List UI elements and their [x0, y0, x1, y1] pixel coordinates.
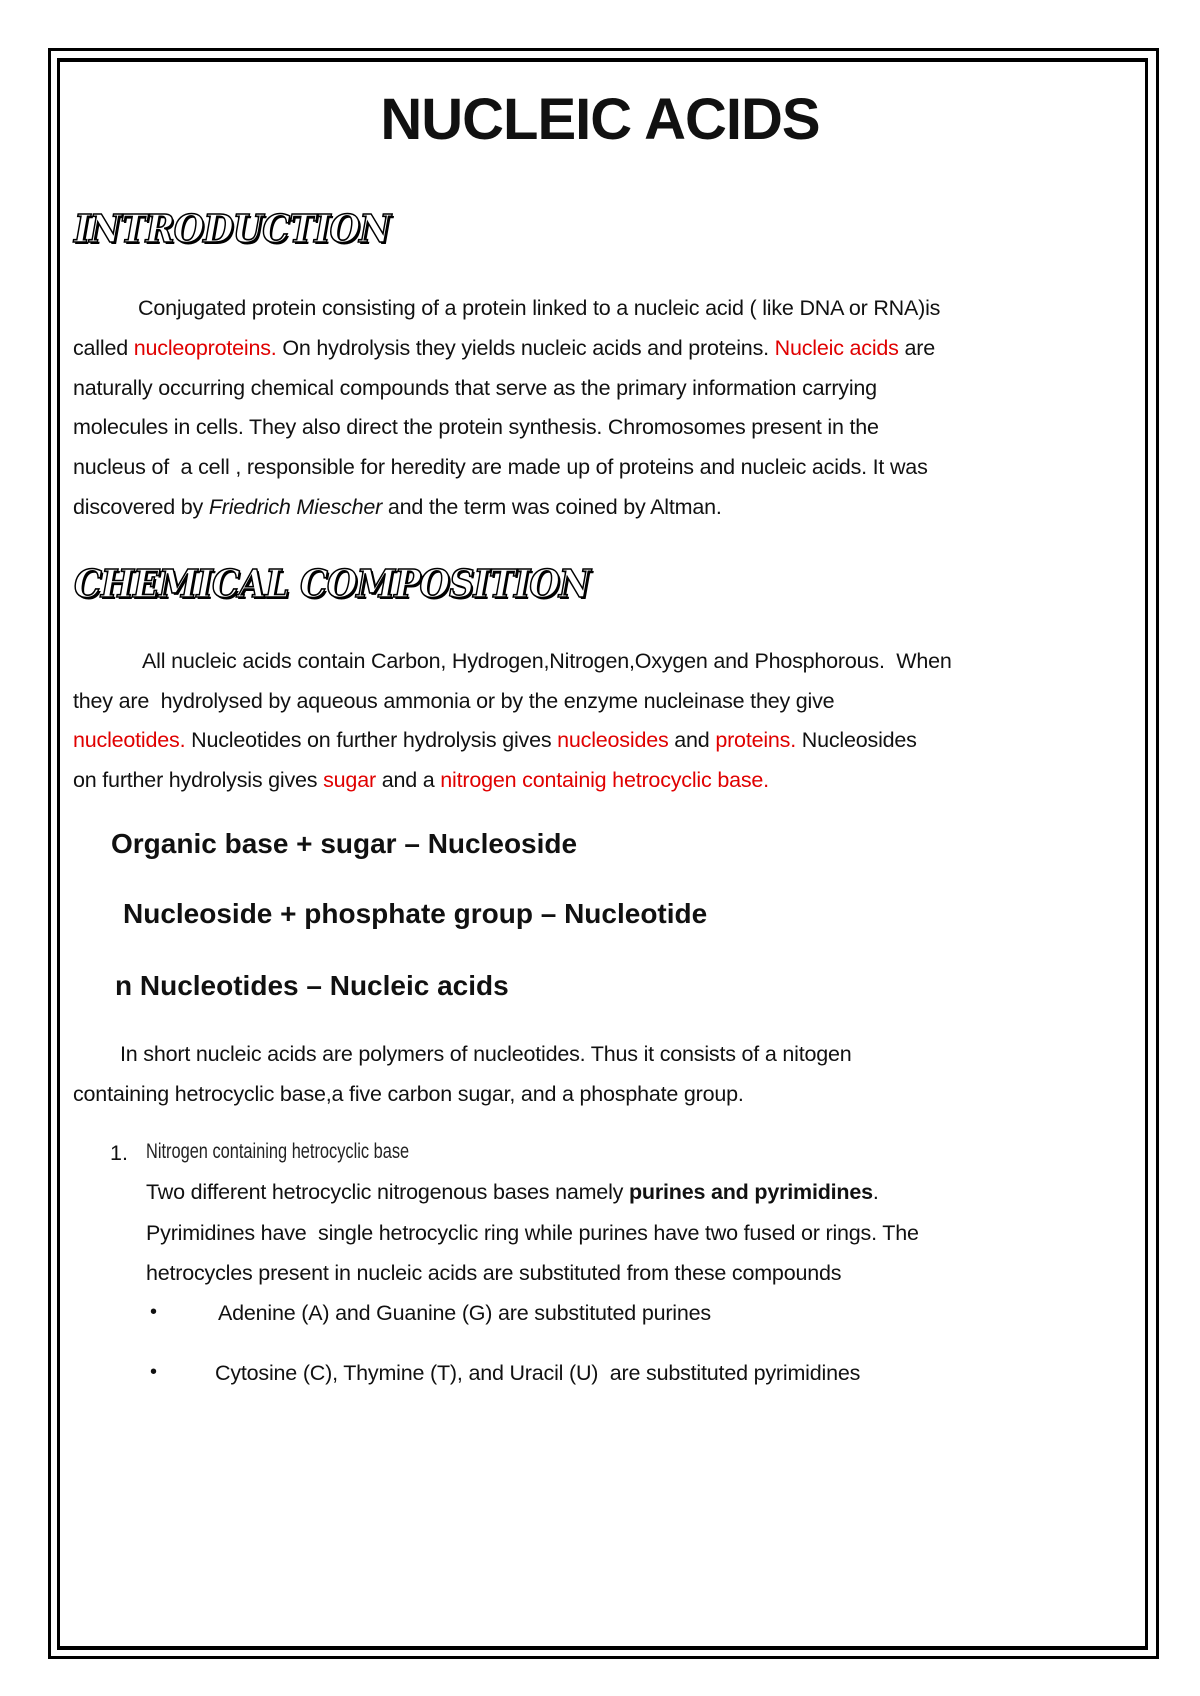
text-segment: hetrocycles present in nucleic acids are substituted from these compounds: [146, 1261, 842, 1285]
text-segment: Two different hetrocyclic nitrogenous bases namely: [146, 1180, 629, 1204]
text-segment: .: [872, 1180, 879, 1204]
text-line: [146, 1179, 879, 1205]
list-number: 1.: [110, 1141, 128, 1165]
text-line: [73, 1081, 744, 1107]
text-segment: they are hydrolysed by aqueous ammonia or by the enzyme nucleinase they give: [73, 688, 835, 713]
text-line: [146, 1260, 841, 1286]
highlighted-term: nucleoproteins.: [133, 335, 277, 360]
text-segment: nucleus of a cell , responsible for heredity are made up of proteins and nucleic acids. It was: [73, 455, 928, 480]
text-line: [73, 414, 879, 440]
formula-nucleoside: Organic base + sugar – Nucleoside: [111, 828, 578, 859]
bullet-icon: •: [150, 1301, 158, 1323]
text-segment: All nucleic acids contain Carbon, Hydrogen,Nitrogen,Oxygen and Phosphorous. When: [142, 649, 952, 673]
composition-heading: CHEMICAL COMPOSITION: [74, 561, 590, 606]
text-line: [73, 494, 722, 520]
text-line: [73, 767, 769, 793]
text-segment: containing hetrocyclic base,a five carbon sugar, and a phosphate group.: [73, 1082, 744, 1106]
text-segment: and: [668, 728, 716, 753]
text-segment: Nucleotides on further hydrolysis gives: [185, 728, 558, 753]
list-item-title: Nitrogen containing hetrocyclic base: [146, 1140, 410, 1163]
text-segment: Nucleosides: [796, 728, 917, 753]
highlighted-term: nucleotides.: [73, 728, 186, 753]
text-line: [120, 1041, 852, 1067]
text-segment: Pyrimidines have single hetrocyclic ring while purines have two fused or rings. The: [146, 1220, 919, 1245]
text-segment: In short nucleic acids are polymers of nucleotides. Thus it consists of a nitogen: [120, 1042, 852, 1066]
text-segment: naturally occurring chemical compounds that serve as the primary information carrying: [73, 375, 877, 400]
text-line: [73, 375, 877, 401]
text-segment: on further hydrolysis gives: [73, 767, 324, 792]
highlighted-term: sugar: [323, 767, 376, 792]
highlighted-term: proteins.: [715, 728, 797, 753]
text-line: [73, 688, 834, 714]
bullet-item-pyrimidines: Cytosine (C), Thymine (T), and Uracil (U) are substituted pyrimidines: [215, 1361, 861, 1385]
highlighted-term: nucleosides: [557, 728, 669, 753]
text-line: [73, 335, 935, 361]
italic-name: Friedrich Miescher: [208, 495, 383, 519]
text-segment: On hydrolysis they yields nucleic acids and proteins.: [276, 335, 775, 360]
bullet-item-purines: Adenine (A) and Guanine (G) are substituted purines: [218, 1301, 711, 1325]
highlighted-term: Nucleic acids: [774, 335, 899, 360]
bullet-icon: •: [150, 1361, 158, 1383]
text-segment: are: [898, 335, 935, 360]
text-line: [138, 295, 940, 321]
text-segment: Conjugated protein consisting of a protein linked to a nucleic acid ( like DNA or RNA)is: [138, 296, 941, 320]
text-segment: and a: [375, 767, 441, 792]
formula-nucleotide: Nucleoside + phosphate group – Nucleotide: [123, 898, 708, 929]
text-segment: and the term was coined by Altman.: [382, 495, 722, 519]
highlighted-term: nitrogen containig hetrocyclic base.: [440, 767, 769, 792]
page-title: NUCLEIC ACIDS: [380, 87, 820, 152]
formula-nucleic-acids: n Nucleotides – Nucleic acids: [115, 970, 509, 1001]
bold-term: purines and pyrimidines: [628, 1180, 873, 1204]
text-segment: called: [73, 335, 134, 360]
text-line: [146, 1220, 919, 1246]
text-line: [73, 454, 928, 480]
introduction-heading: INTRODUCTION: [74, 206, 391, 251]
text-segment: discovered by: [73, 495, 209, 519]
text-line: [73, 727, 917, 753]
text-segment: molecules in cells. They also direct the protein synthesis. Chromosomes present in the: [73, 415, 879, 440]
text-line: [142, 648, 952, 674]
